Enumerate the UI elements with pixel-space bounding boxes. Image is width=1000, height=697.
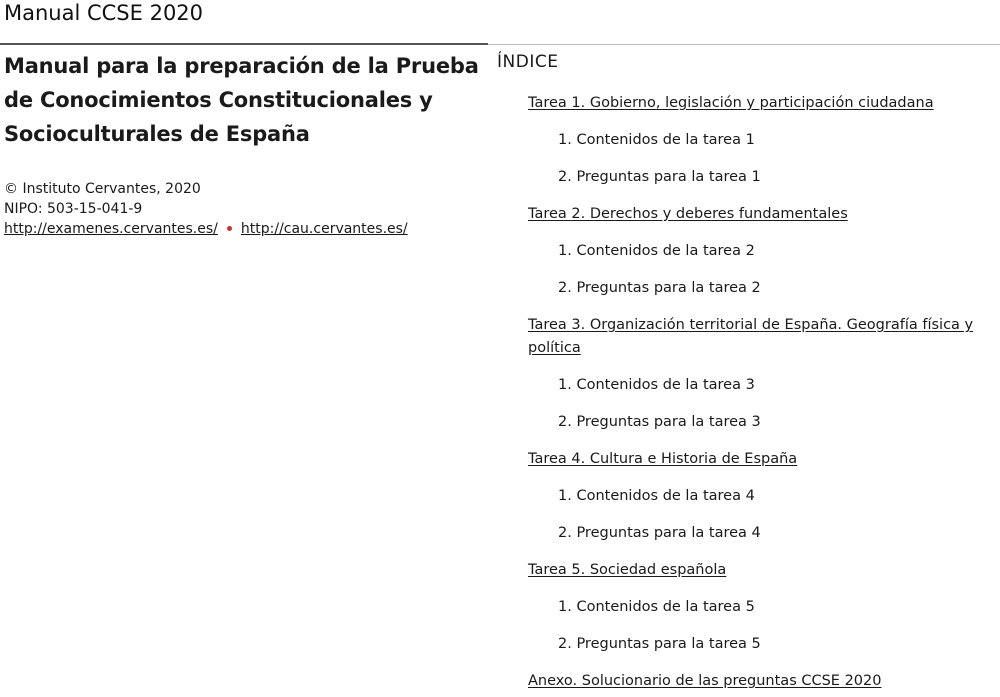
toc-section[interactable] <box>528 559 1000 582</box>
index-heading: ÍNDICE <box>497 52 559 72</box>
toc-section-link[interactable]: Tarea 1. Gobierno, legislación y participación ciudadana <box>528 95 934 111</box>
toc-subsection: 1. Contenidos de la tarea 2 <box>558 243 755 259</box>
toc-subsection: 1. Contenidos de la tarea 5 <box>558 599 755 615</box>
toc-section-link[interactable]: Tarea 2. Derechos y deberes fundamentales <box>528 206 848 222</box>
toc-section[interactable] <box>528 314 1000 360</box>
nipo-text: NIPO: 503-15-041-9 <box>4 201 143 217</box>
toc-subsection: 1. Contenidos de la tarea 3 <box>558 377 755 393</box>
toc-subsection: 1. Contenidos de la tarea 4 <box>558 488 755 504</box>
table-of-contents <box>497 49 1000 689</box>
toc-subsection: 2. Preguntas para la tarea 2 <box>558 280 761 296</box>
toc-subsection: 2. Preguntas para la tarea 4 <box>558 525 761 541</box>
toc-section[interactable] <box>528 92 1000 115</box>
title-divider <box>0 43 488 45</box>
links-line <box>4 219 490 239</box>
toc-section[interactable] <box>528 670 1000 693</box>
toc-list <box>528 92 1000 697</box>
toc-subsection: 1. Contenidos de la tarea 1 <box>558 132 755 148</box>
toc-section[interactable] <box>528 203 1000 226</box>
examenes-link[interactable]: http://examenes.cervantes.es/ <box>4 221 218 237</box>
toc-section-link[interactable]: Tarea 5. Sociedad española <box>528 562 727 578</box>
toc-section[interactable] <box>528 448 1000 471</box>
app-title: Manual CCSE 2020 <box>4 1 204 25</box>
document-meta <box>4 179 490 239</box>
document-info <box>4 49 490 239</box>
toc-subsection: 2. Preguntas para la tarea 1 <box>558 169 761 185</box>
toc-section-link[interactable]: Tarea 3. Organización territorial de España. Geografía física y política <box>528 317 974 356</box>
toc-subsection: 2. Preguntas para la tarea 3 <box>558 414 761 430</box>
toc-section-link[interactable]: Tarea 4. Cultura e Historia de España <box>528 451 798 467</box>
copyright-text: © Instituto Cervantes, 2020 <box>4 181 201 197</box>
document-title: Manual para la preparación de la Prueba de Conocimientos Constitucionales y Socioculturales de España <box>4 54 479 146</box>
separator-dot-icon <box>227 226 232 231</box>
toc-section-link[interactable]: Anexo. Solucionario de las preguntas CCSE 2020 <box>528 673 882 689</box>
cau-link[interactable]: http://cau.cervantes.es/ <box>240 221 408 237</box>
toc-subsection: 2. Preguntas para la tarea 5 <box>558 636 761 652</box>
